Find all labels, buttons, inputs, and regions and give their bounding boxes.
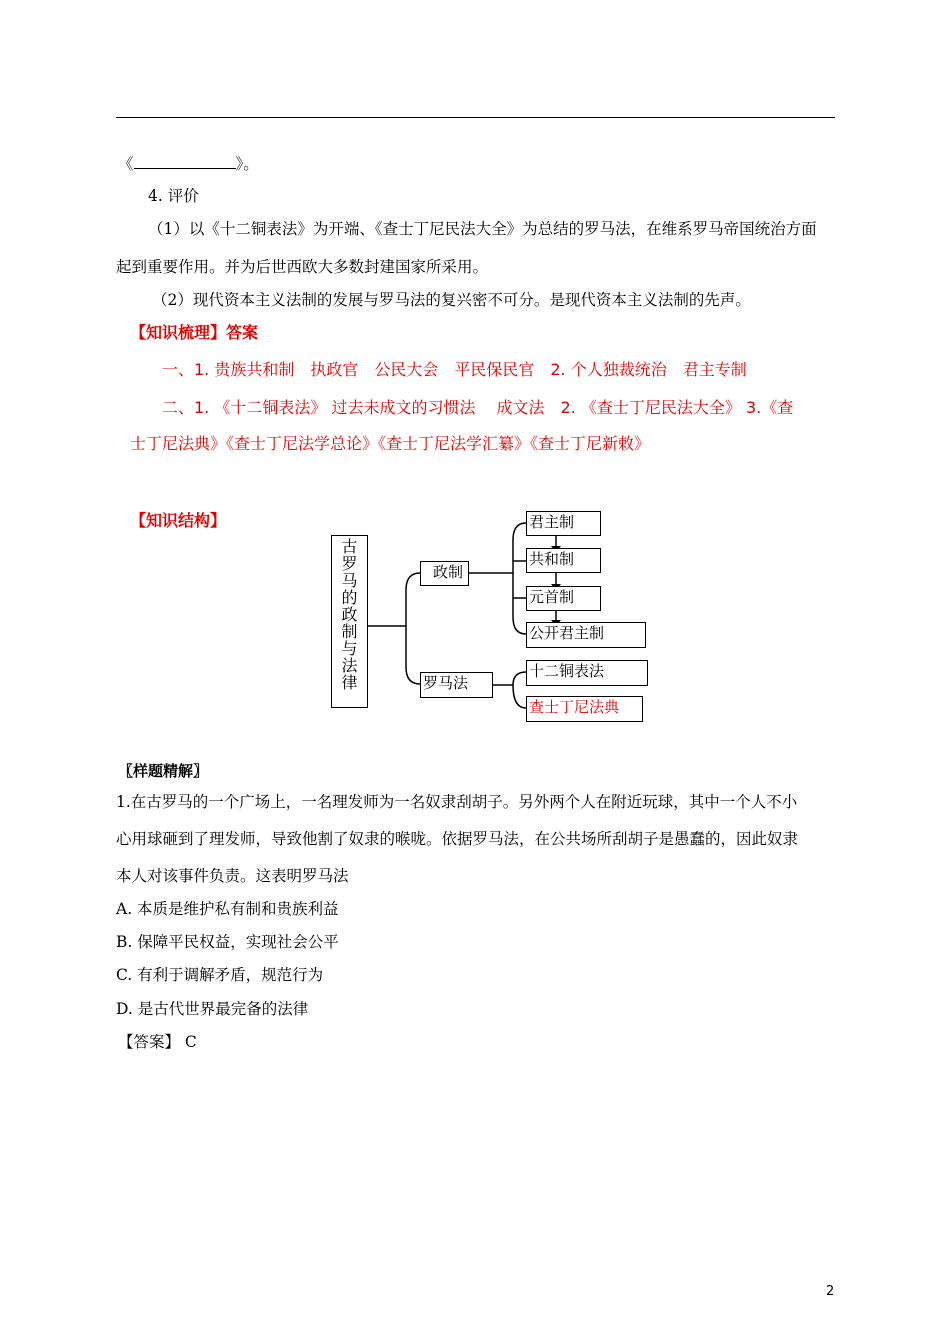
option-a: A. 本质是维护私有制和贵族利益 [116, 900, 339, 918]
option-d: D. 是古代世界最完备的法律 [116, 1000, 309, 1018]
root-char: 政 [341, 605, 358, 624]
blank-close: 》。 [235, 155, 259, 173]
law-item-twelve-tables: 十二铜表法 [526, 660, 648, 686]
politics-branch-box: 政制 [420, 561, 469, 586]
law-branch-box: 罗马法 [420, 672, 493, 698]
option-c: C. 有利于调解矛盾，规范行为 [116, 966, 324, 984]
answer-line: 【答案】 C [118, 1033, 197, 1051]
root-char: 与 [341, 639, 358, 658]
evaluation-1-line-1: （1）以《十二铜表法》为开端、《查士丁尼民法大全》为总结的罗马法，在维系罗马帝国统治方面 [148, 220, 817, 238]
answers-row-3: 士丁尼法典》《查士丁尼法学总论》《查士丁尼法学汇纂》《查士丁尼新敕》 [130, 434, 651, 453]
diagram-root-box [331, 535, 368, 708]
question-line-1: 1.在古罗马的一个广场上，一名理发师为一名奴隶刮胡子。另外两个人在附近玩球，其中一个人不小 [116, 793, 798, 811]
evaluation-heading: 4. 评价 [148, 187, 199, 205]
root-char: 法 [341, 656, 358, 675]
answers-row-2: 二、1. 《十二铜表法》 过去未成文的习惯法 成文法 2. 《查士丁尼民法大全》 3.《查 [162, 398, 794, 417]
law-item-justinian-code: 查士丁尼法典 [526, 696, 643, 722]
root-char: 律 [341, 673, 358, 692]
answers-row-1: 一、1. 贵族共和制 执政官 公民大会 平民保民官 2. 个人独裁统治 君主专制 [162, 360, 747, 379]
politics-item-republic: 共和制 [526, 548, 601, 573]
root-char: 马 [341, 571, 358, 590]
root-char: 罗 [341, 554, 358, 573]
question-line-2: 心用球砸到了理发师，导致他割了奴隶的喉咙。依据罗马法，在公共场所刮胡子是愚蠢的，因此奴隶 [116, 830, 799, 848]
blank-open: 《 [118, 155, 134, 173]
structure-heading: 【知识结构】 [130, 511, 227, 530]
evaluation-2: （2）现代资本主义法制的发展与罗马法的复兴密不可分。是现代资本主义法制的先声。 [152, 291, 751, 309]
option-b: B. 保障平民权益，实现社会公平 [116, 933, 339, 951]
example-heading: 〖样题精解〗 [118, 762, 209, 780]
root-char: 制 [341, 622, 358, 641]
answers-heading: 【知识梳理】答案 [130, 323, 259, 342]
politics-item-dominate: 公开君主制 [526, 622, 646, 648]
root-char: 的 [341, 588, 358, 607]
politics-item-monarchy: 君主制 [526, 511, 601, 536]
question-line-3: 本人对该事件负责。这表明罗马法 [116, 867, 349, 885]
politics-item-principate: 元首制 [526, 586, 601, 611]
root-char: 古 [341, 537, 358, 556]
page-number: 2 [826, 1284, 835, 1299]
evaluation-1-line-2: 起到重要作用。并为后世西欧大多数封建国家所采用。 [116, 258, 489, 276]
